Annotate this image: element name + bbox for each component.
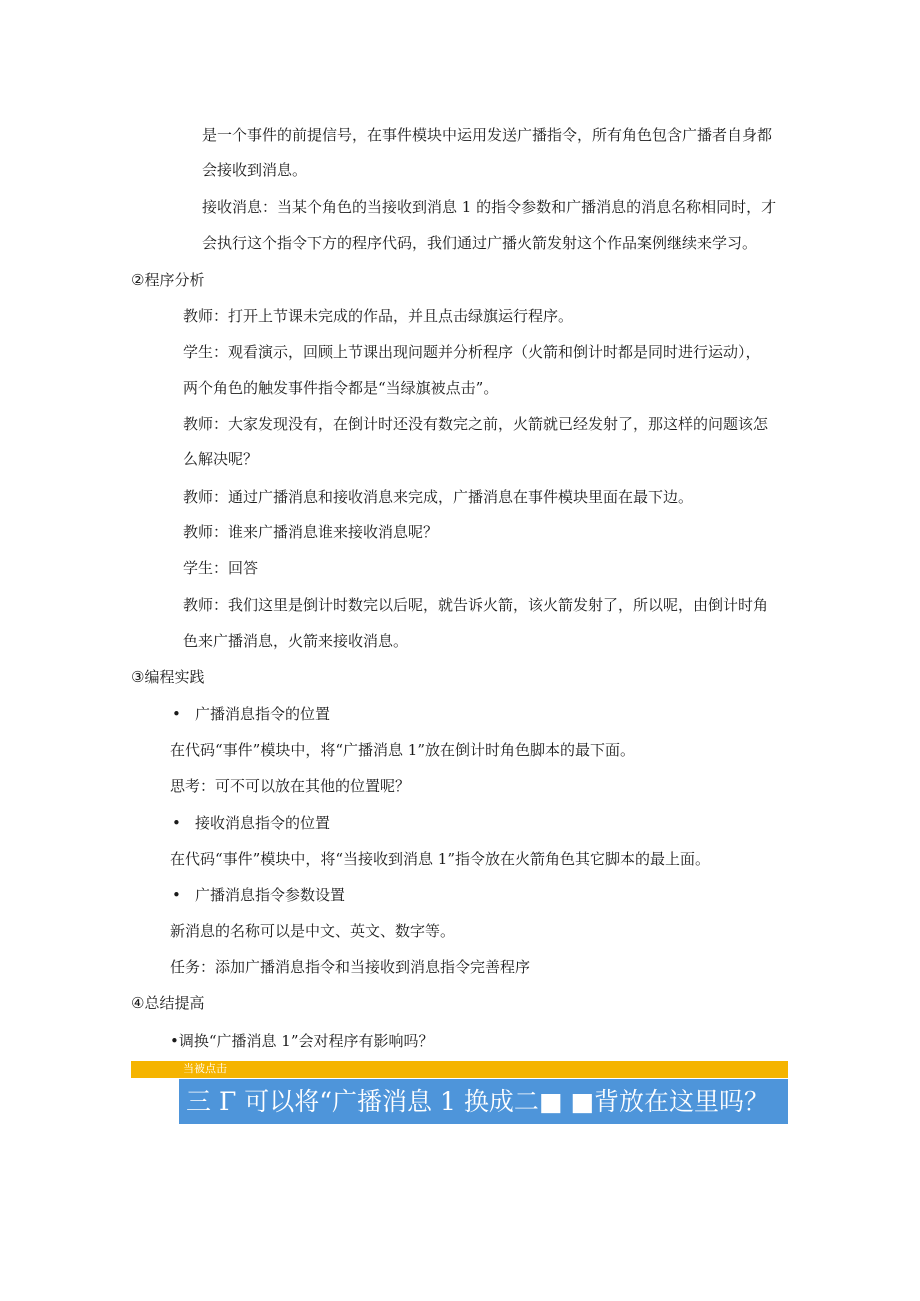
question-block-text: 三 Γ 可以将“广播消息 1 换成二■ ■背放在这里吗？ bbox=[186, 1087, 770, 1116]
section2-line: 教师：谁来广播消息谁来接收消息呢？ bbox=[183, 523, 439, 541]
intro-line-4: 会执行这个指令下方的程序代码，我们通过广播火箭发射这个作品案例继续来学习。 bbox=[202, 234, 758, 252]
section2-line: 教师：通过广播消息和接收消息来完成，广播消息在事件模块里面在最下边。 bbox=[183, 488, 694, 506]
section3-line: 任务：添加广播消息指令和当接收到消息指令完善程序 bbox=[170, 958, 531, 976]
section2-line: 学生：观看演示，回顾上节课出现问题并分析程序（火箭和倒计时都是同时进行运动）， bbox=[183, 343, 761, 361]
bullet-item-broadcast-position: 广播消息指令的位置 bbox=[195, 705, 331, 723]
section3-line: 在代码“事件”模块中，将“当接收到消息 1”指令放在火箭角色其它脚本的最上面。 bbox=[170, 850, 710, 868]
section3-line: 思考：可不可以放在其他的位置呢？ bbox=[170, 777, 411, 795]
section2-line: 教师：打开上节课未完成的作品，并且点击绿旗运行程序。 bbox=[183, 307, 574, 325]
section2-line: 教师：我们这里是倒计时数完以后呢，就告诉火箭，该火箭发射了，所以呢，由倒计时角 bbox=[183, 596, 769, 614]
section-heading-summary: ④总结提高 bbox=[131, 994, 205, 1012]
intro-line-2: 会接收到消息。 bbox=[202, 161, 308, 179]
bullet-item-parameter-settings: 广播消息指令参数设置 bbox=[195, 886, 346, 904]
section3-line: 在代码“事件”模块中，将“广播消息 1”放在倒计时角色脚本的最下面。 bbox=[170, 741, 635, 759]
summary-question: •调换“广播消息 1”会对程序有影响吗？ bbox=[170, 1032, 434, 1050]
bullet-dot: • bbox=[172, 705, 181, 723]
section2-line: 学生：回答 bbox=[183, 559, 259, 577]
section2-line: 两个角色的触发事件指令都是“当绿旗被点击”。 bbox=[183, 379, 499, 397]
section2-line: 么解决呢？ bbox=[183, 450, 259, 468]
bullet-item-receive-position: 接收消息指令的位置 bbox=[195, 814, 331, 832]
bullet-dot: • bbox=[172, 814, 181, 832]
intro-line-3: 接收消息：当某个角色的当接收到消息 1 的指令参数和广播消息的消息名称相同时，才 bbox=[202, 198, 777, 216]
section3-line: 新消息的名称可以是中文、英文、数字等。 bbox=[170, 922, 456, 940]
event-block-hat bbox=[131, 1061, 788, 1078]
event-block-label: 当被点击 bbox=[183, 1062, 227, 1075]
section2-line: 教师：大家发现没有，在倒计时还没有数完之前，火箭就已经发射了，那这样的问题该怎 bbox=[183, 415, 769, 433]
bullet-dot: • bbox=[172, 886, 181, 904]
section-heading-programming-practice: ③编程实践 bbox=[131, 668, 205, 686]
section-heading-program-analysis: ②程序分析 bbox=[131, 271, 205, 289]
section2-line: 色来广播消息，火箭来接收消息。 bbox=[183, 632, 409, 650]
intro-line-1: 是一个事件的前提信号，在事件模块中运用发送广播指令，所有角色包含广播者自身都 bbox=[202, 126, 773, 144]
